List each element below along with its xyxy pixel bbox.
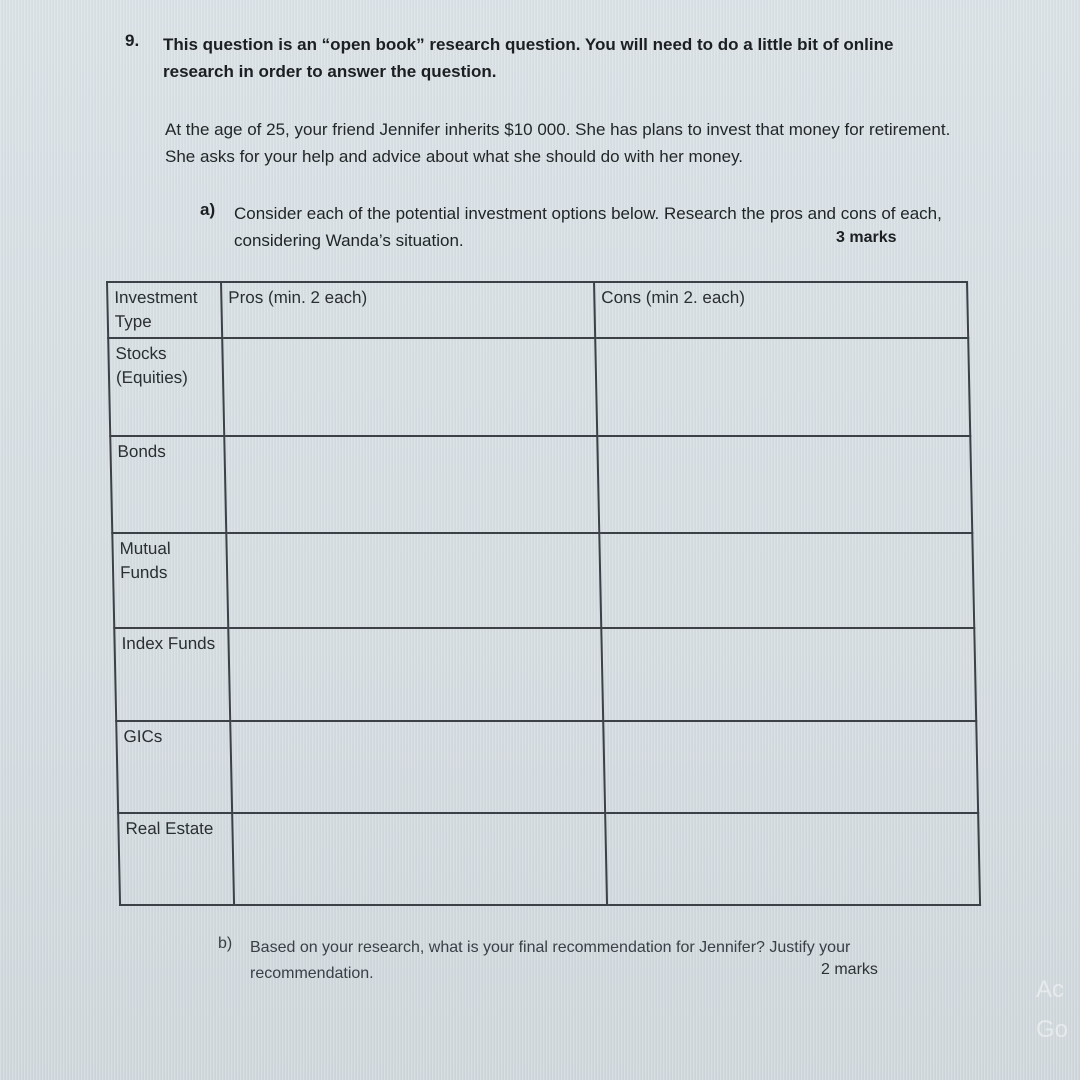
table-row <box>114 628 976 721</box>
investment-type-cell: Index Funds <box>114 628 230 721</box>
header-cons: Cons (min 2. each) <box>594 282 968 338</box>
part-b-question: Based on your research, what is your final recommendation for Jennifer? Justify your recommendation. <box>250 939 851 982</box>
pros-cell[interactable] <box>222 338 597 436</box>
investment-table <box>106 281 981 906</box>
table-row <box>108 338 970 436</box>
cons-cell[interactable] <box>601 628 976 721</box>
cons-cell[interactable] <box>597 436 972 533</box>
part-b-marks: 2 marks <box>821 961 878 978</box>
table-row <box>118 813 980 905</box>
investment-type-cell: Bonds <box>110 436 226 533</box>
table-row <box>116 721 978 813</box>
part-a-marks: 3 marks <box>836 229 897 246</box>
table-header-row <box>107 282 968 338</box>
scenario-text: At the age of 25, your friend Jennifer inherits $10 000. She has plans to invest that money for retirement. She asks for your help and advice about what she should do with her money. <box>165 120 951 166</box>
cons-cell[interactable] <box>595 338 970 436</box>
part-b-letter: b) <box>218 935 233 952</box>
part-a-letter: a) <box>200 200 216 219</box>
cons-cell[interactable] <box>605 813 980 905</box>
table-row <box>112 533 974 628</box>
cons-cell[interactable] <box>603 721 978 813</box>
investment-type-cell: GICs <box>116 721 232 813</box>
investment-type-cell: Stocks (Equities) <box>108 338 224 436</box>
watermark-line-1: Ac <box>1036 976 1065 1003</box>
header-investment-type: Investment Type <box>107 282 222 338</box>
header-pros: Pros (min. 2 each) <box>221 282 595 338</box>
investment-type-cell: Real Estate <box>118 813 234 905</box>
pros-cell[interactable] <box>228 628 603 721</box>
pros-cell[interactable] <box>230 721 605 813</box>
investment-type-cell: Mutual Funds <box>112 533 228 628</box>
question-prompt: This question is an “open book” research question. You will need to do a little bit of online research in order to answer the question. <box>163 35 894 81</box>
question-number: 9. <box>125 31 140 50</box>
table-row <box>110 436 972 533</box>
activation-watermark <box>1036 970 1068 1050</box>
pros-cell[interactable] <box>226 533 601 628</box>
pros-cell[interactable] <box>232 813 607 905</box>
part-a-instructions: Consider each of the potential investment options below. Research the pros and cons of each, considering Wanda’s situation. <box>234 204 942 250</box>
pros-cell[interactable] <box>224 436 599 533</box>
cons-cell[interactable] <box>599 533 974 628</box>
watermark-line-2: Go <box>1036 1016 1069 1043</box>
